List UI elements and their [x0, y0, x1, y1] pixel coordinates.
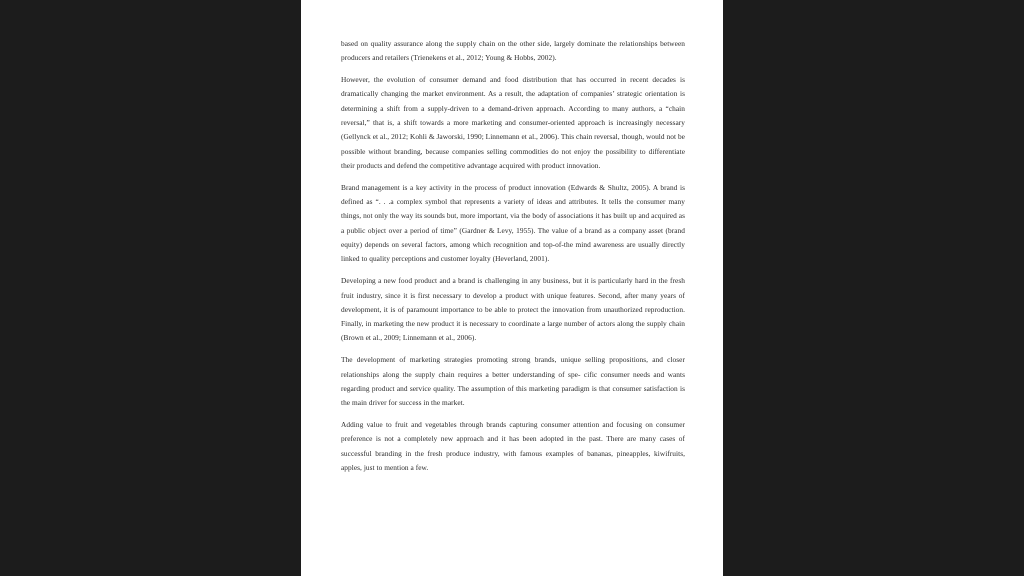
paragraph-4: Developing a new food product and a brand is challenging in any business, but it is particularly hard in the fresh fruit industry, since it is first necessary to develop a product with unique features. Second, after many years of development, it is of paramount importance to be able to protect the innovation from unauthorized reproduction. Finally, in marketing the new product it is necessary to coordinate a large number of actors along the supply chain (Brown et al., 2009; Linnemann et al., 2006).	[341, 276, 685, 343]
paragraph-5: The development of marketing strategies promoting strong brands, unique selling propositions, and closer relationships along the supply chain requires a better understanding of spe- cific consumer needs and wants regarding product and service quality. The assumption of this marketing paradigm is that consumer satisfaction is the main driver for success in the market.	[341, 355, 685, 408]
document-page	[301, 0, 723, 576]
paragraph-2: However, the evolution of consumer demand and food distribution that has occurred in recent decades is dramatically changing the market environment. As a result, the adaptation of companies’ strategic orientation is determining a shift from a supply-driven to a demand-driven approach. According to many authors, a “chain reversal,” that is, a shift towards a more marketing and consumer-oriented approach is increasingly necessary (Gellynck et al., 2012; Kohli & Jaworski, 1990; Linnemann et al., 2006). This chain reversal, though, would not be possible without branding, because companies selling commodities do not enjoy the possibility to differentiate their products and defend the competitive advantage acquired with product innovation.	[341, 75, 685, 170]
paragraph-1: based on quality assurance along the supply chain on the other side, largely dominate the relationships between producers and retailers (Trienekens et al., 2012; Young & Hobbs, 2002).	[341, 39, 685, 63]
page-body	[341, 37, 685, 483]
paragraph-3: Brand management is a key activity in the process of product innovation (Edwards & Shultz, 2005). A brand is defined as “. . .a complex symbol that represents a variety of ideas and attributes. It tells the consumer many things, not only the way its sounds but, more important, via the body of associations it has built up and acquired as a public object over a period of time” (Gardner & Levy, 1955). The value of a brand as a company asset (brand equity) depends on several factors, among which recognition and top-of-the mind awareness are usually directly linked to quality perceptions and customer loyalty (Heverland, 2001).	[341, 182, 685, 264]
paragraph-6: Adding value to fruit and vegetables through brands capturing consumer attention and focusing on consumer preference is not a completely new approach and it has been adopted in the past. There are many cases of successful branding in the fresh produce industry, with famous examples of bananas, pineapples, kiwifruits, apples, just to mention a few.	[341, 420, 685, 472]
